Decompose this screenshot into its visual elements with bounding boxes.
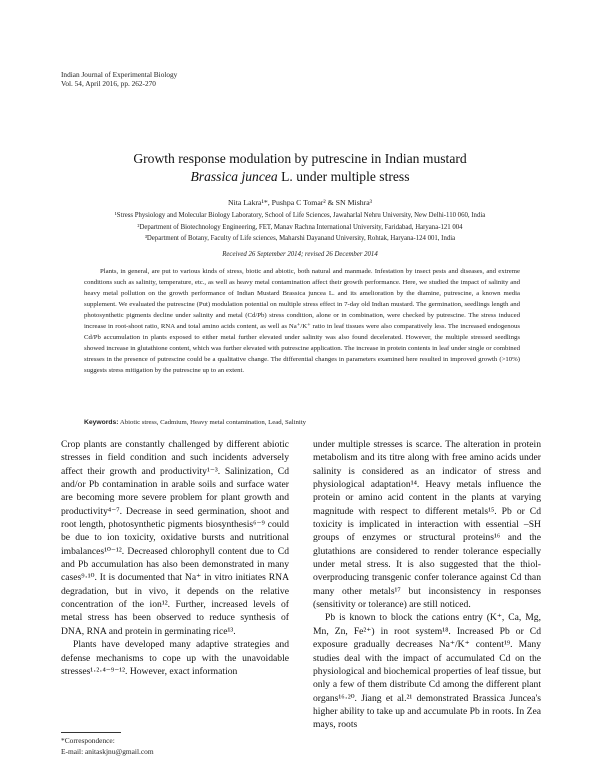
- keywords-label: Keywords:: [84, 419, 119, 426]
- affiliation-1: ¹Stress Physiology and Molecular Biology Laboratory, School of Life Sciences, Jawaharlal Nehru University, New Delhi-110 060, India: [114, 212, 486, 219]
- footnote-divider: [61, 732, 121, 733]
- keywords: [84, 419, 520, 426]
- body-paragraph: under multiple stresses is scarce. The alteration in protein metabolism and its titre along with free amino acids under salinity is considered as an indicator of stress and physiological adaptation¹⁴. Heavy metals influence the protein or amino acid content in the plants at varying magnitude with respect to different metals¹⁵. Pb or Cd toxicity is implicated in interaction with essential –SH groups of enzymes or structural proteins¹⁶ and the glutathions are considered to render tolerance especially under metal stress. It is also suggested that the thiol-overproducing transgenic confer tolerance against Cd than many other metals¹⁷ but inconsistency in responses (sensitivity or tolerance) are still noticed.: [313, 439, 541, 611]
- affiliation-3: ³Department of Botany, Faculty of Life sciences, Maharshi Dayanand University, Rohtak, Haryana-124 001, India: [144, 235, 456, 243]
- paper-title: [0, 150, 600, 186]
- body-column-left: [61, 438, 289, 678]
- affiliations: [0, 210, 600, 245]
- keywords-text: Abiotic stress, Cadmium, Heavy metal contamination, Lead, Salinity: [118, 419, 306, 426]
- body-column-right: [313, 438, 541, 732]
- title-line-2: [0, 168, 600, 186]
- body-paragraph: Crop plants are constantly challenged by different abiotic stresses in field condition and such incidents adversely affect their growth and productivity¹⁻³. Salinization, Cd and/or Pb contamination in arable soils and surface water are becoming more severe problem for plant growth and productivity⁴⁻⁷. Decrease in seed germination, shoot and root length, photosynthetic pigments biosynthesis⁶⁻⁹ could be due to ion toxicity, oxidative bursts and nutritional imbalances¹⁰⁻¹². Decreased chlorophyll content due to Cd and Pb accumulation has also been demonstrated in many cases⁹·¹⁰. It is documented that Na⁺ in vitro initiates RNA degradation, but in vivo, it depends on the relative concentration of the ion¹². Further, increased levels of metal stress has been observed to reduce synthesis of DNA, RNA and protein in germinating rice¹³.: [61, 439, 289, 637]
- footnote: [61, 735, 154, 757]
- footnote-label: *Correspondence:: [61, 736, 115, 745]
- author-list: Nita Lakra¹*, Pushpa C Tomar² & SN Mishra³: [227, 198, 373, 207]
- journal-header: [61, 70, 177, 89]
- affiliation-2: ²Department of Biotechnology Engineering, FET, Manav Rachna International University, Faridabad, Haryana-121 004: [137, 223, 463, 231]
- title-line-1: Growth response modulation by putrescine in Indian mustard: [133, 151, 467, 166]
- body-paragraph: Pb is known to block the cations entry (K⁺, Ca, Mg, Mn, Zn, Fe²⁺) in root system¹⁸. Increased Pb or Cd exposure gradually decreases Na⁺/K⁺ content¹⁹. Many studies deal with the impact of accumulated Cd on the physiological and biochemical properties of leaf tissue, but only a few of them distribute Cd among the different plant organs¹⁶·²⁰. Jiang et al.²¹ demonstrated Brassica Juncea's higher ability to take up and accumulate Pb in roots. In Zea mays, roots: [313, 612, 541, 731]
- footnote-email[interactable]: E-mail: anitaskjnu@gmail.com: [61, 747, 154, 756]
- body-paragraph: Plants have developed many adaptive strategies and defense mechanisms to cope up with the unavoidable stresses¹·²·⁴⁻⁹⁻¹². However, exact information: [61, 639, 289, 677]
- abstract: Plants, in general, are put to various kinds of stress, biotic and abiotic, both natural and manmade. Infestation by insect pests and diseases, and extreme conditions such as salinity, temperature, etc., as well as heavy metal contamination affect their growth performance. Here, we studied the impact of salinity and heavy metal pollution on the growth performance of Indian Mustard Brassica juncea L. and its amelioration by the diamine, putrescine, a known media supplement. We evaluated the putrescine (Put) modulation potential on multiple stress effect in 7-day old Indian mustard. The germination, seedlings length and photosynthetic pigments decline under salinity and metal (Cd/Pb) stress condition, alone or in combination, were checked by putrescine. The stress induced increase in root-shoot ratio, RNA and total amino acids content, as well as Na⁺/K⁺ ratio in leaf tissues were also comparatively less. The increased endogenous Cd/Pb accumulation in plants exposed to either metal further elevated under salinity was also found decelerated. However, the multiple stressed seedlings showed increase in glutathione content, which was further elevated with putrescine application. The increase in protein contents in leaf under single or combined stresses in the presence of putrescine could be a qualitative change. The differential changes in parameters examined here resulted in improved growth (>10%) suggests stress mitigation by the putrescine up to an extent.: [84, 268, 520, 375]
- title-species: Brassica juncea: [190, 169, 278, 184]
- received-dates: Received 26 September 2014; revised 26 December 2014: [222, 251, 378, 258]
- journal-issue: Vol. 54, April 2016, pp. 262-270: [61, 79, 156, 89]
- title-line-2-rest: L. under multiple stress: [277, 169, 410, 184]
- journal-name: Indian Journal of Experimental Biology: [61, 70, 178, 79]
